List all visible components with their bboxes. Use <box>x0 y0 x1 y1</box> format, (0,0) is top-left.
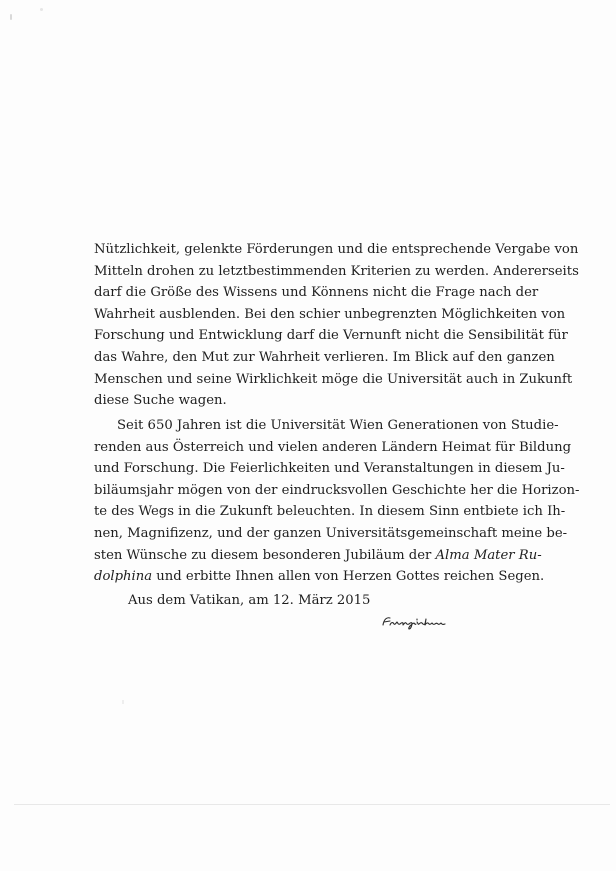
text-line: Forschung und Entwicklung darf die Vernunft nicht die Sensibilität für <box>94 328 568 344</box>
text-line: Mitteln drohen zu letztbestimmenden Kriterien zu werden. Andererseits <box>94 263 579 279</box>
text-line: darf die Größe des Wissens und Könnens nicht die Frage nach der <box>94 285 539 301</box>
paper-speck <box>40 8 43 11</box>
text-line: diese Suche wagen. <box>94 393 227 409</box>
text-line: und Forschung. Die Feierlichkeiten und Veranstaltungen in diesem Ju- <box>94 461 565 477</box>
paper-speck <box>122 700 124 704</box>
paragraph-2 <box>94 415 580 588</box>
italic-title-segment: dolphina <box>94 569 153 585</box>
scan-edge-line <box>14 804 610 805</box>
text-line <box>94 566 545 588</box>
closing-line: Aus dem Vatikan, am 12. März 2015 <box>128 593 371 608</box>
text-line <box>94 545 542 567</box>
paper-speck <box>10 14 12 20</box>
italic-title-segment: Alma Mater Ru- <box>435 547 542 563</box>
text-line: Menschen und seine Wirklichkeit möge die Universität auch in Zukunft <box>94 371 573 387</box>
text-line: Nützlichkeit, gelenkte Förderungen und die entsprechende Vergabe von <box>94 242 579 257</box>
text-segment: und erbitte Ihnen allen von Herzen Gottes reichen Segen. <box>152 569 545 585</box>
paragraph-1 <box>94 239 579 412</box>
text-line: te des Wegs in die Zukunft beleuchten. In diesem Sinn entbiete ich Ih- <box>94 504 566 520</box>
signature <box>381 613 453 631</box>
text-line: biläumsjahr mögen von der eindrucksvollen Geschichte her die Horizon- <box>94 482 580 498</box>
text-line: das Wahre, den Mut zur Wahrheit verlieren. Im Blick auf den ganzen <box>94 349 555 365</box>
text-line: renden aus Österreich und vielen anderen Ländern Heimat für Bildung <box>94 439 572 455</box>
text-line: Seit 650 Jahren ist die Universität Wien Generationen von Studie- <box>117 418 559 433</box>
text-line: nen, Magnifizenz, und der ganzen Universitätsgemeinschaft meine be- <box>94 525 568 541</box>
text-segment: sten Wünsche zu diesem besonderen Jubiläum der <box>94 547 436 563</box>
text-line: Wahrheit ausblenden. Bei den schier unbegrenzten Möglichkeiten von <box>94 306 566 322</box>
